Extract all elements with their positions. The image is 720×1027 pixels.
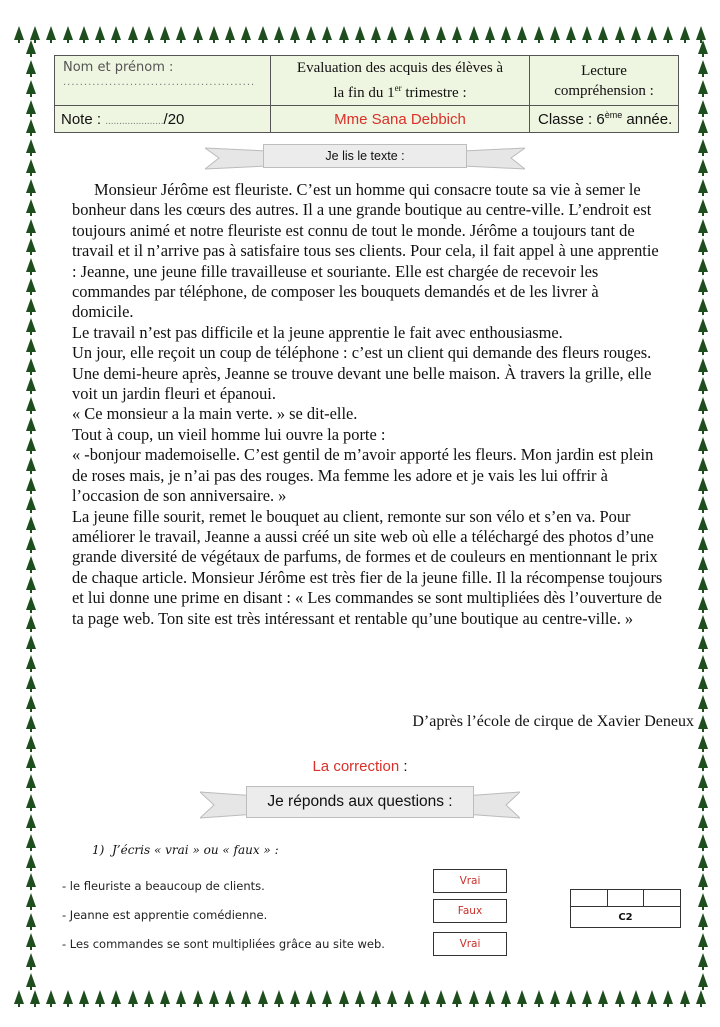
tree-icon: [26, 536, 36, 550]
tree-icon: [26, 933, 36, 947]
name-label: Nom et prénom :: [63, 60, 174, 75]
tree-icon: [26, 358, 36, 372]
criterion-cell-2[interactable]: [607, 890, 644, 907]
tree-icon: [485, 990, 495, 1004]
tree-icon: [698, 377, 708, 391]
tree-icon: [176, 26, 186, 40]
tree-icon: [79, 990, 89, 1004]
header-table: [54, 55, 679, 133]
tree-icon: [26, 278, 36, 292]
subject-line2: compréhension :: [554, 82, 654, 99]
tree-icon: [26, 854, 36, 868]
paragraph-7: « -bonjour mademoiselle. C’est gentil de m’avoir apporté les fleurs. Mon jardin est plein de roses mais, je n’ai pas des rouges. Ma femme les adore et je vais les lui offrir à l’occasion de son anniversaire. »: [72, 445, 654, 506]
tree-icon: [26, 219, 36, 233]
tree-icon: [566, 26, 576, 40]
tree-icon: [26, 60, 36, 74]
evaluation-line2: la fin du 1: [333, 85, 395, 101]
tree-icon: [469, 26, 479, 40]
tree-icon: [420, 990, 430, 1004]
tree-icon: [550, 26, 560, 40]
tree-icon: [598, 990, 608, 1004]
tree-icon: [387, 26, 397, 40]
tree-icon: [111, 990, 121, 1004]
tree-icon: [26, 834, 36, 848]
tree-icon: [225, 990, 235, 1004]
tree-icon: [680, 26, 690, 40]
name-cell[interactable]: [55, 56, 271, 106]
tree-icon: [26, 675, 36, 689]
tree-icon: [436, 990, 446, 1004]
text-source: D’après l’école de cirque de Xavier Deneux: [412, 713, 694, 730]
tree-icon: [696, 990, 706, 1004]
tree-icon: [469, 990, 479, 1004]
tree-icon: [30, 26, 40, 40]
name-dots: ..............................................: [63, 77, 256, 88]
tree-icon: [30, 990, 40, 1004]
tree-icon: [26, 814, 36, 828]
tree-icon: [46, 990, 56, 1004]
tree-icon: [63, 26, 73, 40]
tree-icon: [290, 990, 300, 1004]
class-cell: [530, 106, 679, 133]
tree-icon: [696, 26, 706, 40]
tree-icon: [698, 318, 708, 332]
tree-icon: [258, 26, 268, 40]
paragraph-4: Une demi-heure après, Jeanne se trouve devant une belle maison. À travers la grille, elle voit un jardin fleuri et épanoui.: [72, 363, 652, 404]
tree-icon: [647, 990, 657, 1004]
tree-icon: [698, 298, 708, 312]
tree-icon: [485, 26, 495, 40]
tree-icon: [339, 26, 349, 40]
tree-icon: [698, 397, 708, 411]
tree-icon: [306, 26, 316, 40]
tree-icon: [26, 457, 36, 471]
tree-icon: [26, 139, 36, 153]
tree-icon: [698, 973, 708, 987]
tree-icon: [26, 40, 36, 54]
top-tree-border: [0, 26, 720, 48]
tree-icon: [26, 973, 36, 987]
tree-icon: [95, 26, 105, 40]
statement-1: - le fleuriste a beaucoup de clients.: [62, 879, 265, 893]
tree-icon: [698, 536, 708, 550]
criterion-cell-3[interactable]: [644, 890, 681, 907]
tree-icon: [631, 26, 641, 40]
tree-icon: [698, 576, 708, 590]
tree-icon: [371, 26, 381, 40]
paragraph-3: Un jour, elle reçoit un coup de téléphone : c’est un client qui demande des fleurs rouges.: [72, 343, 652, 363]
class-label: Classe : 6: [538, 111, 605, 128]
tree-icon: [306, 990, 316, 1004]
note-cell[interactable]: [55, 106, 271, 133]
note-max: /20: [163, 110, 185, 128]
tree-icon: [615, 990, 625, 1004]
questions-banner: [200, 784, 520, 822]
answer-box-3[interactable]: Vrai: [433, 932, 507, 956]
note-label: Note :: [61, 110, 106, 128]
tree-icon: [647, 26, 657, 40]
tree-icon: [26, 516, 36, 530]
tree-icon: [26, 913, 36, 927]
tree-icon: [26, 318, 36, 332]
tree-icon: [534, 990, 544, 1004]
tree-icon: [14, 990, 24, 1004]
tree-icon: [241, 26, 251, 40]
tree-icon: [26, 596, 36, 610]
evaluation-sup: er: [394, 83, 402, 93]
tree-icon: [258, 990, 268, 1004]
criterion-label: C2: [571, 907, 681, 928]
tree-icon: [698, 675, 708, 689]
tree-icon: [26, 794, 36, 808]
tree-icon: [698, 199, 708, 213]
tree-icon: [698, 457, 708, 471]
tree-icon: [404, 26, 414, 40]
tree-icon: [663, 26, 673, 40]
tree-icon: [698, 417, 708, 431]
tree-icon: [631, 990, 641, 1004]
tree-icon: [26, 953, 36, 967]
tree-icon: [26, 893, 36, 907]
tree-icon: [26, 100, 36, 114]
reading-banner: [205, 142, 525, 172]
tree-icon: [517, 26, 527, 40]
tree-icon: [404, 990, 414, 1004]
tree-icon: [26, 377, 36, 391]
tree-icon: [680, 990, 690, 1004]
tree-icon: [144, 990, 154, 1004]
tree-icon: [241, 990, 251, 1004]
tree-icon: [371, 990, 381, 1004]
tree-icon: [26, 477, 36, 491]
tree-icon: [698, 913, 708, 927]
tree-icon: [26, 397, 36, 411]
bottom-tree-border: [0, 990, 720, 1012]
tree-icon: [698, 556, 708, 570]
statement-2: - Jeanne est apprentie comédienne.: [62, 908, 268, 922]
tree-icon: [698, 100, 708, 114]
tree-icon: [26, 615, 36, 629]
tree-icon: [698, 437, 708, 451]
statement-3: - Les commandes se sont multipliées grâce au site web.: [62, 937, 385, 951]
tree-icon: [26, 635, 36, 649]
criterion-cell-1[interactable]: [571, 890, 608, 907]
tree-icon: [193, 990, 203, 1004]
tree-icon: [26, 695, 36, 709]
tree-icon: [26, 417, 36, 431]
answer-box-1[interactable]: Vrai: [433, 869, 507, 893]
tree-icon: [160, 26, 170, 40]
reading-banner-label: Je lis le texte :: [263, 144, 467, 168]
tree-icon: [698, 933, 708, 947]
question-1: [92, 843, 279, 857]
tree-icon: [698, 893, 708, 907]
tree-icon: [322, 26, 332, 40]
tree-icon: [698, 516, 708, 530]
tree-icon: [128, 26, 138, 40]
criterion-grid: [570, 889, 681, 928]
tree-icon: [160, 990, 170, 1004]
tree-icon: [290, 26, 300, 40]
tree-icon: [26, 258, 36, 272]
tree-icon: [582, 990, 592, 1004]
tree-icon: [698, 615, 708, 629]
tree-icon: [26, 715, 36, 729]
paragraph-1: Monsieur Jérôme est fleuriste. C’est un homme qui consacre toute sa vie à semer le bonheur dans les cœurs des autres. Il a une grande boutique au centre-ville. L’endroit est toujours animé et notre fleuriste est connu de tout le monde. Jérôme a toujours tant de travail et il n’arrive pas à satisfaire tous ses clients. Pour cela, il fait appel à une apprentie : Jeanne, une jeune fille travailleuse et souriante. Elle est chargée de recevoir les commandes par téléphone, de composer les bouquets demandés et de les livrer à domicile.: [72, 180, 659, 322]
tree-icon: [176, 990, 186, 1004]
tree-icon: [501, 26, 511, 40]
tree-icon: [26, 179, 36, 193]
tree-icon: [26, 873, 36, 887]
correction-heading: [0, 758, 720, 775]
tree-icon: [698, 774, 708, 788]
tree-icon: [26, 338, 36, 352]
tree-icon: [698, 655, 708, 669]
tree-icon: [26, 238, 36, 252]
reading-text: [72, 180, 664, 629]
questions-banner-label: Je réponds aux questions :: [246, 786, 474, 818]
correction-label: La correction: [312, 758, 400, 775]
tree-icon: [274, 26, 284, 40]
tree-icon: [698, 80, 708, 94]
tree-icon: [322, 990, 332, 1004]
tree-icon: [26, 655, 36, 669]
tree-icon: [698, 715, 708, 729]
tree-icon: [698, 477, 708, 491]
tree-icon: [26, 437, 36, 451]
tree-icon: [698, 953, 708, 967]
tree-icon: [193, 26, 203, 40]
tree-icon: [698, 854, 708, 868]
tree-icon: [698, 139, 708, 153]
tree-icon: [698, 794, 708, 808]
tree-icon: [128, 990, 138, 1004]
tree-icon: [663, 990, 673, 1004]
question-number: 1): [92, 843, 105, 857]
paragraph-2: Le travail n’est pas difficile et la jeune apprentie le fait avec enthousiasme.: [72, 322, 563, 342]
tree-icon: [534, 26, 544, 40]
subject-cell: [530, 56, 679, 106]
tree-icon: [550, 990, 560, 1004]
tree-icon: [698, 278, 708, 292]
tree-icon: [111, 26, 121, 40]
tree-icon: [582, 26, 592, 40]
right-tree-border: [692, 40, 714, 987]
class-label-end: année.: [622, 111, 673, 128]
tree-icon: [698, 338, 708, 352]
tree-icon: [26, 576, 36, 590]
tree-icon: [698, 635, 708, 649]
tree-icon: [26, 774, 36, 788]
tree-icon: [26, 298, 36, 312]
answer-box-2[interactable]: Faux: [433, 899, 507, 923]
tree-icon: [698, 735, 708, 749]
evaluation-line1: Evaluation des acquis des élèves à: [296, 60, 504, 76]
teacher-name: Mme Sana Debbich: [271, 106, 530, 133]
tree-icon: [615, 26, 625, 40]
left-tree-border: [20, 40, 42, 987]
tree-icon: [698, 238, 708, 252]
tree-icon: [355, 990, 365, 1004]
tree-icon: [698, 179, 708, 193]
tree-icon: [452, 26, 462, 40]
tree-icon: [26, 735, 36, 749]
tree-icon: [698, 119, 708, 133]
tree-icon: [26, 556, 36, 570]
tree-icon: [209, 26, 219, 40]
tree-icon: [698, 159, 708, 173]
tree-icon: [698, 873, 708, 887]
tree-icon: [95, 990, 105, 1004]
paragraph-8: La jeune fille sourit, remet le bouquet au client, remonte sur son vélo et s’en va. Pour améliorer le travail, Jeanne a aussi créé un site web où elle a téléchargé des photos d’une grande diversité de végétaux de parfums, de formes et de couleurs en mentionnant le prix de chaque article. Monsieur Jérôme est très fier de la jeune fille. Il la récompense toujours et lui donne une prime en disant : « Les commandes se sont multipliées dès l’ouverture de ta page web. Ton site est très intéressant et rentable qu’une boutique au centre-ville. »: [72, 506, 663, 628]
tree-icon: [339, 990, 349, 1004]
tree-icon: [698, 40, 708, 54]
tree-icon: [14, 26, 24, 40]
tree-icon: [452, 990, 462, 1004]
tree-icon: [698, 496, 708, 510]
tree-icon: [26, 80, 36, 94]
question-prompt: J’écris « vrai » ou « faux » :: [111, 843, 279, 857]
subject-line1: Lecture: [581, 62, 627, 79]
tree-icon: [387, 990, 397, 1004]
tree-icon: [26, 159, 36, 173]
tree-icon: [517, 990, 527, 1004]
tree-icon: [698, 814, 708, 828]
tree-icon: [79, 26, 89, 40]
tree-icon: [26, 496, 36, 510]
paragraph-6: Tout à coup, un vieil homme lui ouvre la porte :: [72, 424, 386, 444]
tree-icon: [698, 834, 708, 848]
tree-icon: [698, 358, 708, 372]
tree-icon: [26, 199, 36, 213]
tree-icon: [209, 990, 219, 1004]
tree-icon: [26, 119, 36, 133]
tree-icon: [420, 26, 430, 40]
correction-colon: :: [399, 758, 408, 775]
tree-icon: [436, 26, 446, 40]
class-sup: ème: [604, 110, 623, 120]
evaluation-cell: [271, 56, 530, 106]
tree-icon: [598, 26, 608, 40]
tree-icon: [144, 26, 154, 40]
tree-icon: [698, 596, 708, 610]
tree-icon: [698, 695, 708, 709]
tree-icon: [501, 990, 511, 1004]
note-dots: .....................: [105, 115, 164, 127]
tree-icon: [355, 26, 365, 40]
paragraph-5: « Ce monsieur a la main verte. » se dit-elle.: [72, 404, 358, 424]
tree-icon: [46, 26, 56, 40]
tree-icon: [698, 258, 708, 272]
tree-icon: [274, 990, 284, 1004]
tree-icon: [566, 990, 576, 1004]
evaluation-line2-end: trimestre :: [401, 85, 467, 101]
tree-icon: [225, 26, 235, 40]
tree-icon: [698, 219, 708, 233]
tree-icon: [63, 990, 73, 1004]
tree-icon: [698, 60, 708, 74]
